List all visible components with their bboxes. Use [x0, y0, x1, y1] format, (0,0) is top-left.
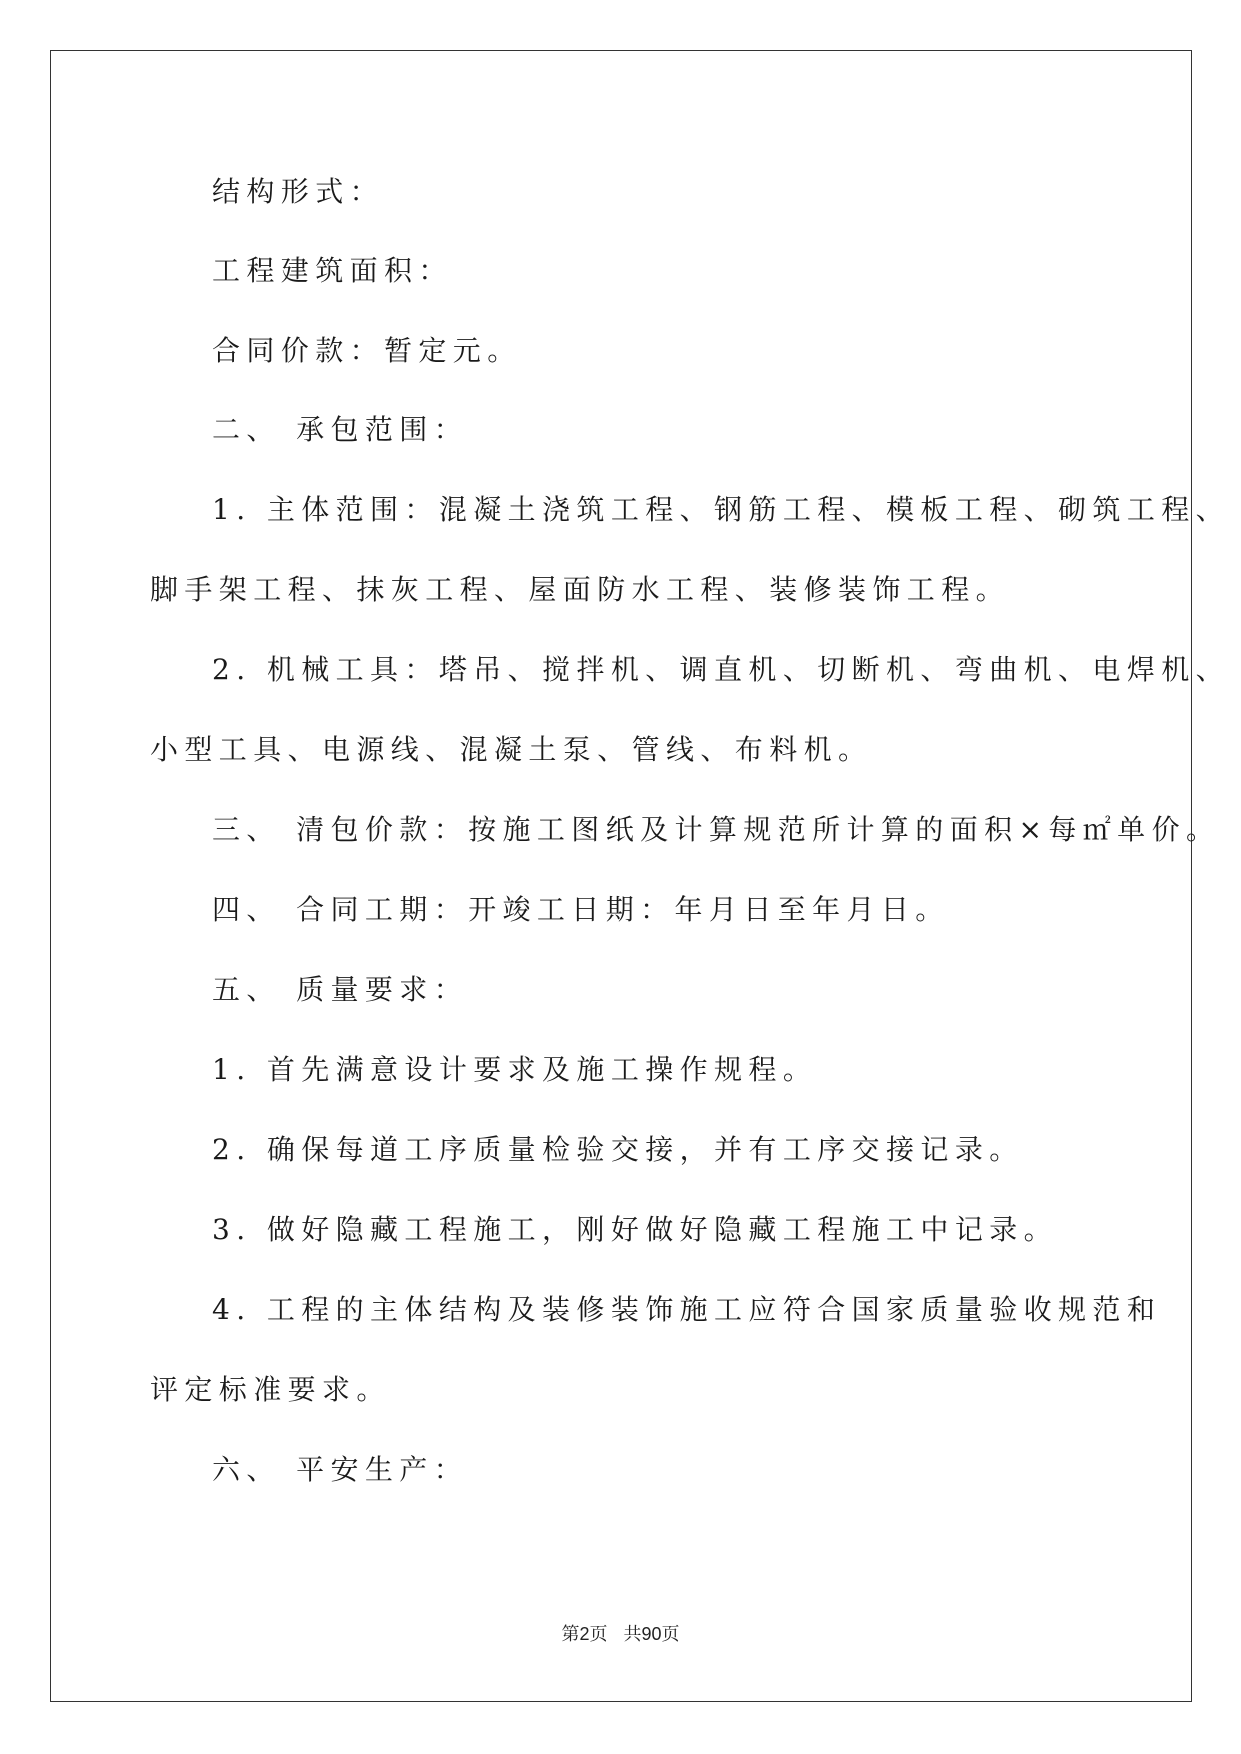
scope-item-2-continued: 小型工具、电源线、混凝土泵、管线、布料机。 [150, 733, 873, 766]
section-2-heading: 二、 承包范围： [212, 413, 469, 446]
quality-item-4-continued: 评定标准要求。 [150, 1373, 391, 1406]
scope-item-1-continued: 脚手架工程、抹灰工程、屋面防水工程、装修装饰工程。 [150, 573, 1011, 606]
contract-price-line: 合同价款：暂定元。 [212, 334, 522, 367]
section-3-heading: 三、 清包价款：按施工图纸及计算规范所计算的面积×每㎡单价。 [212, 813, 1221, 846]
page-prefix: 第 [561, 1624, 580, 1645]
scope-item-1: 1. 主体范围：混凝土浇筑工程、钢筋工程、模板工程、砌筑工程、 [212, 493, 1231, 526]
section-6-heading: 六、 平安生产： [212, 1453, 469, 1486]
quality-item-1: 1. 首先满意设计要求及施工操作规程。 [212, 1053, 818, 1086]
scope-item-2: 2. 机械工具：塔吊、搅拌机、调直机、切断机、弯曲机、电焊机、 [212, 653, 1231, 686]
quality-item-2: 2. 确保每道工序质量检验交接，并有工序交接记录。 [212, 1133, 1024, 1166]
page-suffix: 页 [589, 1624, 608, 1645]
section-5-heading: 五、 质量要求： [212, 973, 469, 1006]
page-footer [0, 1622, 1241, 1647]
quality-item-3: 3. 做好隐藏工程施工，刚好做好隐藏工程施工中记录。 [212, 1213, 1059, 1246]
structure-form-line: 结构形式： [212, 175, 385, 208]
section-4-heading: 四、 合同工期：开竣工日期：年月日至年月日。 [212, 893, 950, 926]
page-number: 2 [579, 1624, 590, 1644]
building-area-line: 工程建筑面积： [212, 254, 453, 287]
total-prefix: 共 [623, 1624, 642, 1645]
total-pages: 90 [641, 1624, 662, 1644]
total-suffix: 页 [661, 1624, 680, 1645]
quality-item-4: 4. 工程的主体结构及装修装饰施工应符合国家质量验收规范和 [212, 1293, 1162, 1326]
